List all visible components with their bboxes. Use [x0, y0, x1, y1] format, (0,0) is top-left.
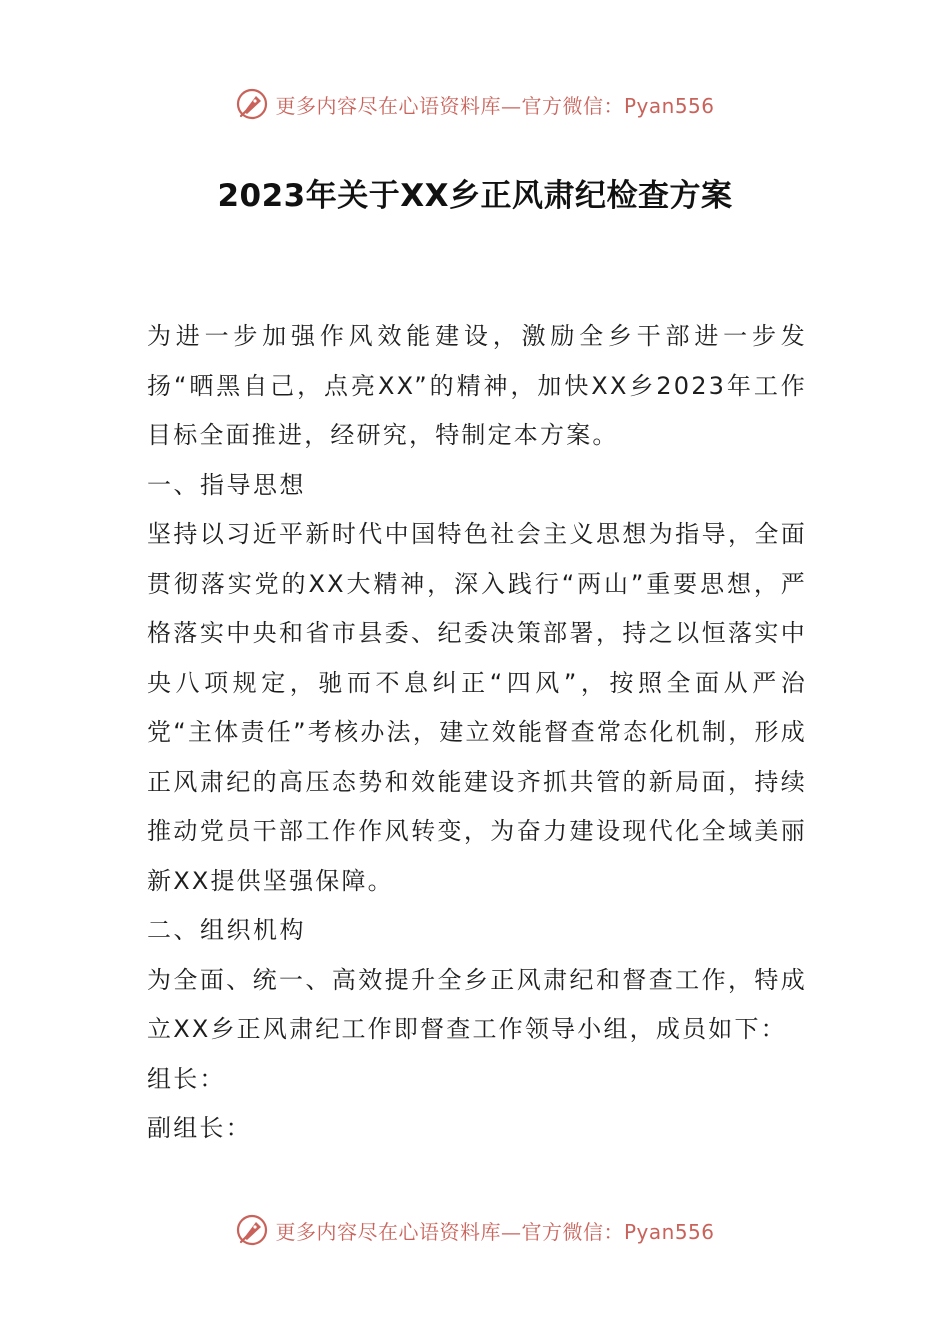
- deputy-group-leader-line: 副组长：: [147, 1114, 252, 1142]
- footer-banner: [0, 1208, 950, 1252]
- header-banner: [0, 82, 950, 126]
- header-wechat-id: Pyan556: [623, 93, 715, 118]
- intro-paragraph: 为进一步加强作风效能建设，激励全乡干部进一步发扬“晒黑自己，点亮XX”的精神，加快XX乡2023年工作目标全面推进，经研究，特制定本方案。: [147, 322, 807, 449]
- footer-banner-text: 更多内容尽在心语资料库—官方微信：Pyan556: [275, 1219, 715, 1244]
- organization-paragraph: 为全面、统一、高效提升全乡正风肃纪和督查工作，特成立XX乡正风肃纪工作即督查工作领导小组，成员如下：: [147, 965, 807, 1043]
- document-body: [147, 312, 807, 1154]
- section-heading-guiding-ideology: 一、指导思想: [147, 470, 306, 499]
- document-title: 2023年关于XX乡正风肃纪检查方案: [217, 178, 733, 214]
- group-leader-line: 组长：: [147, 1064, 226, 1093]
- guiding-ideology-paragraph: 坚持以习近平新时代中国特色社会主义思想为指导，全面贯彻落实党的XX大精神，深入践行“两山”重要思想，严格落实中央和省市县委、纪委决策部署，持之以恒落实中央八项规定，驰而不息纠正“四风”，按照全面从严治党“主体责任”考核办法，建立效能督查常态化机制，形成正风肃纪的高压态势和效能建设齐抓共管的新局面，持续推动党员干部工作作风转变，为奋力建设现代化全域美丽新XX提供坚强保障。: [147, 520, 807, 895]
- pen-nib-logo-icon: [235, 1213, 269, 1247]
- pen-nib-logo-icon: [235, 87, 269, 121]
- section-heading-organization: 二、组织机构: [147, 916, 306, 944]
- footer-wechat-id: Pyan556: [623, 1219, 715, 1244]
- header-banner-text: 更多内容尽在心语资料库—官方微信：Pyan556: [275, 93, 715, 118]
